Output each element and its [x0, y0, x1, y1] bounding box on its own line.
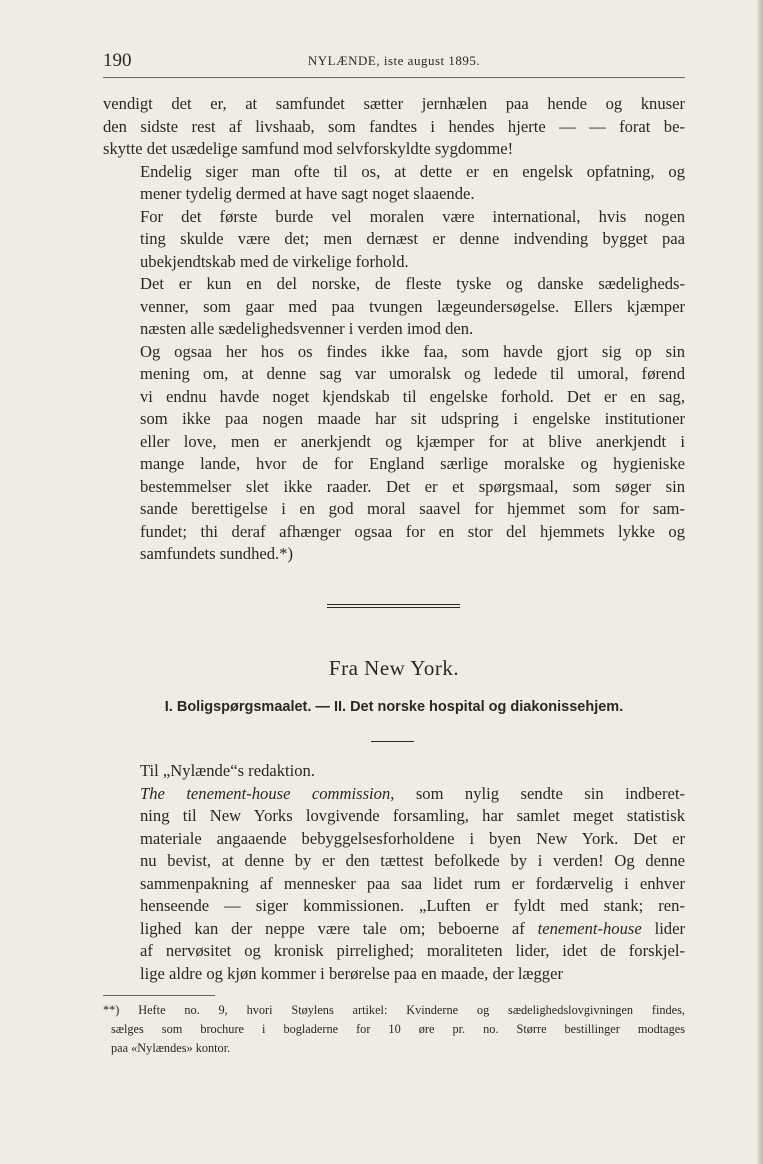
text-line: næsten alle sædelighedsvenner i verden imod den. — [140, 319, 474, 338]
page-number: 190 — [103, 50, 132, 71]
section-divider-top — [327, 604, 460, 605]
text-line — [103, 918, 685, 941]
text-line: mening om, at denne sag var umoralsk og ledede til umoral, førend — [140, 364, 685, 383]
short-divider — [371, 741, 414, 742]
salutation: Til „Nylænde“s redaktion. — [140, 761, 315, 780]
text-line: vendigt det er, at samfundet sætter jernhælen paa hende og knuser — [103, 94, 685, 113]
text-line: af nervøsitet og kronisk pirrelighed; moraliteten lider, idet de forskjel- — [140, 941, 685, 960]
text-line — [103, 783, 685, 806]
text-line: ning til New Yorks lovgivende forsamling, har samlet meget statistisk — [140, 806, 685, 825]
page-header — [103, 50, 685, 74]
text-line: den sidste rest af livshaab, som fandtes i hendes hjerte — — forat be- — [103, 116, 685, 136]
footnote-line: **) Hefte no. 9, hvori Støylens artikel: Kvinderne og sædelighedslovgivningen findes, — [103, 1003, 685, 1017]
paragraph — [103, 206, 685, 274]
text-line: bestemmelser slet ikke raader. Det er et spørgsmaal, som søger sin — [140, 476, 685, 496]
footnote-rule — [103, 995, 215, 996]
paragraph — [103, 273, 685, 341]
footnote-line: sælges som brochure i bogladerne for 10 øre pr. no. Større bestillinger modtages — [111, 1022, 685, 1036]
paragraph — [103, 783, 685, 986]
header-rule — [103, 77, 685, 78]
text-line: ubekjendtskab med de virkelige forhold. — [140, 251, 409, 271]
paragraph — [103, 341, 685, 566]
text-line: mange lande, hvor de for England særlige moralske og hygieniske — [140, 454, 685, 473]
footnote — [103, 1001, 685, 1058]
paragraph — [103, 93, 685, 161]
text-line: som ikke paa nogen maade har sit udspring i engelske institutioner — [140, 409, 685, 428]
text-line: Endelig siger man ofte til os, at dette er en engelsk opfatning, og — [140, 161, 685, 181]
running-title: NYLÆNDE, iste august 1895. — [307, 53, 481, 68]
italic-term: tenement-house — [537, 918, 642, 938]
text-line: eller love, men er anerkjendt og kjæmper for at blive anerkjendt i — [140, 431, 685, 451]
text-line: Og ogsaa her hos os findes ikke faa, som havde gjort sig op sin — [140, 341, 685, 361]
text-line: sande berettigelse i en god moral saavel for hjemmet som for sam- — [140, 499, 685, 518]
footnote-line: paa «Nylændes» kontor. — [111, 1041, 231, 1055]
text-line: mener tydelig dermed at have sagt noget slaaende. — [140, 184, 475, 203]
line-part: lider — [641, 918, 685, 938]
text-line: sammenpakning af mennesker paa saa lidet rum er fordærvelig i enhver — [140, 873, 685, 893]
text-line: skytte det usædelige samfund mod selvforskyldte sygdomme! — [103, 139, 514, 158]
text-line: ting skulde være det; men dernæst er denne indvending bygget paa — [140, 229, 685, 248]
page-edge — [757, 0, 763, 1164]
article-body-bottom — [103, 760, 685, 985]
text-line: samfundets sundhed.*) — [140, 544, 294, 563]
section-divider-bottom — [327, 607, 460, 608]
section-subtitle: I. Boligspørgsmaalet. — II. Det norske hospital og diakonissehjem. — [164, 699, 624, 715]
line-rest: som nylig sendte sin indberet- — [394, 783, 685, 803]
line-part: lighed kan der neppe være tale om; beboerne af — [140, 918, 538, 938]
text-line: For det første burde vel moralen være international, hvis nogen — [140, 206, 685, 226]
text-line: materiale angaaende bebyggelsesforholdene i byen New York. Det er — [140, 828, 685, 848]
text-line: venner, som gaar med paa tvungen lægeundersøgelse. Ellers kjæmper — [140, 296, 685, 316]
section-title: Fra New York. — [328, 656, 460, 680]
text-line: nu bevist, at denne by er den tættest befolkede by i verden! Og denne — [140, 851, 685, 870]
text-line: henseende — siger kommissionen. „Luften er fyldt med stank; ren- — [140, 896, 685, 915]
text-line: fundet; thi deraf afhænger ogsaa for en stor del hjemmets lykke og — [140, 521, 685, 541]
text-line: vi endnu havde noget kjendskab til engelske forhold. Det er en sag, — [140, 386, 685, 406]
italic-lead: The tenement-house commission, — [140, 783, 395, 803]
text-line: lige aldre og kjøn kommer i berørelse paa en maade, der lægger — [140, 963, 563, 983]
article-body-top — [103, 93, 685, 566]
paragraph — [103, 161, 685, 206]
text-line: Det er kun en del norske, de fleste tyske og danske sædeligheds- — [140, 274, 685, 293]
